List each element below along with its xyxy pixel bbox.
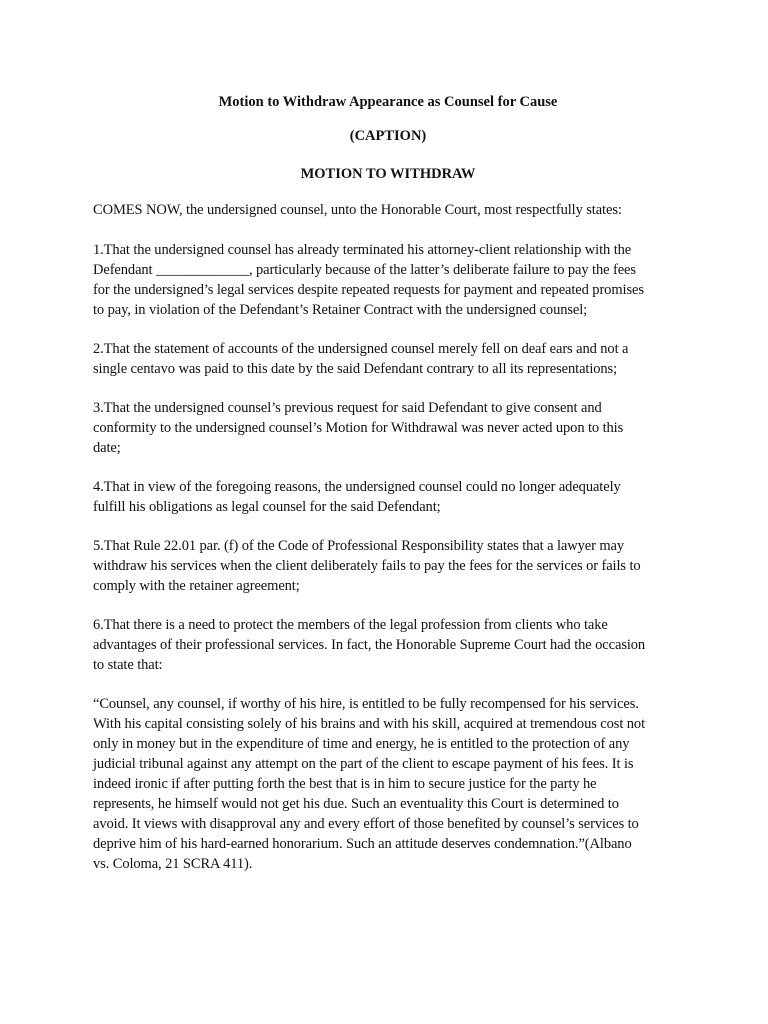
paragraph-line: date; <box>93 440 121 456</box>
paragraph-line: 1.That the undersigned counsel has already terminated his attorney-client relationship with the <box>93 242 632 258</box>
paragraph-line: only in money but in the expenditure of time and energy, he is entitled to the protection of any <box>93 736 630 752</box>
caption-heading: (CAPTION) <box>349 128 427 144</box>
paragraph-line: judicial tribunal against any attempt on the part of the client to escape payment of his fees. It is <box>93 756 634 772</box>
numbered-paragraphs <box>93 240 683 874</box>
paragraph-line: conformity to the undersigned counsel’s Motion for Withdrawal was never acted upon to this <box>93 420 624 436</box>
motion-heading: MOTION TO WITHDRAW <box>300 166 476 182</box>
paragraph-line: advantages of their professional services. In fact, the Honorable Supreme Court had the occasion <box>93 637 646 653</box>
numbered-paragraph <box>93 398 683 458</box>
paragraph-line: With his capital consisting solely of his brains and with his skill, acquired at tremendous cost not <box>93 716 646 732</box>
paragraph-line: comply with the retainer agreement; <box>93 578 300 594</box>
paragraph-line: to pay, in violation of the Defendant’s Retainer Contract with the undersigned counsel; <box>93 302 588 318</box>
intro-paragraph: COMES NOW, the undersigned counsel, unto the Honorable Court, most respectfully states: <box>93 202 622 218</box>
paragraph-line: 2.That the statement of accounts of the undersigned counsel merely fell on deaf ears and not a <box>93 341 629 357</box>
document-page <box>93 92 683 893</box>
paragraph-line: to state that: <box>93 657 163 673</box>
numbered-paragraph <box>93 339 683 379</box>
paragraph-line: deprive him of his hard-earned honorarium. Such an attitude deserves condemnation.”(Albano <box>93 836 632 852</box>
numbered-paragraph <box>93 477 683 517</box>
paragraph-line: fulfill his obligations as legal counsel for the said Defendant; <box>93 499 441 515</box>
numbered-paragraph <box>93 240 683 320</box>
paragraph-line: withdraw his services when the client deliberately fails to pay the fees for the services or fails to <box>93 558 641 574</box>
document-title: Motion to Withdraw Appearance as Counsel for Cause <box>218 94 558 110</box>
numbered-paragraph <box>93 615 683 675</box>
paragraph-line: single centavo was paid to this date by the said Defendant contrary to all its representations; <box>93 361 618 377</box>
paragraph-line: vs. Coloma, 21 SCRA 411). <box>93 856 253 872</box>
paragraph-line: 6.That there is a need to protect the members of the legal profession from clients who take <box>93 617 608 633</box>
paragraph-line: 5.That Rule 22.01 par. (f) of the Code of Professional Responsibility states that a lawyer may <box>93 538 625 554</box>
paragraph-line: 3.That the undersigned counsel’s previous request for said Defendant to give consent and <box>93 400 602 416</box>
paragraph-line: 4.That in view of the foregoing reasons, the undersigned counsel could no longer adequately <box>93 479 621 495</box>
numbered-paragraph <box>93 536 683 596</box>
quoted-paragraph <box>93 694 683 874</box>
paragraph-line: avoid. It views with disapproval any and every effort of those benefited by counsel’s services to <box>93 816 639 832</box>
paragraph-line: for the undersigned’s legal services despite repeated requests for payment and repeated promises <box>93 282 644 298</box>
paragraph-line: represents, he himself would not get his due. Such an eventuality this Court is determined to <box>93 796 619 812</box>
paragraph-line: “Counsel, any counsel, if worthy of his hire, is entitled to be fully recompensed for his services. <box>93 696 639 712</box>
paragraph-line: Defendant _____________, particularly because of the latter’s deliberate failure to pay the fees <box>93 262 636 278</box>
paragraph-line: indeed ironic if after putting forth the best that is in him to secure justice for the party he <box>93 776 597 792</box>
